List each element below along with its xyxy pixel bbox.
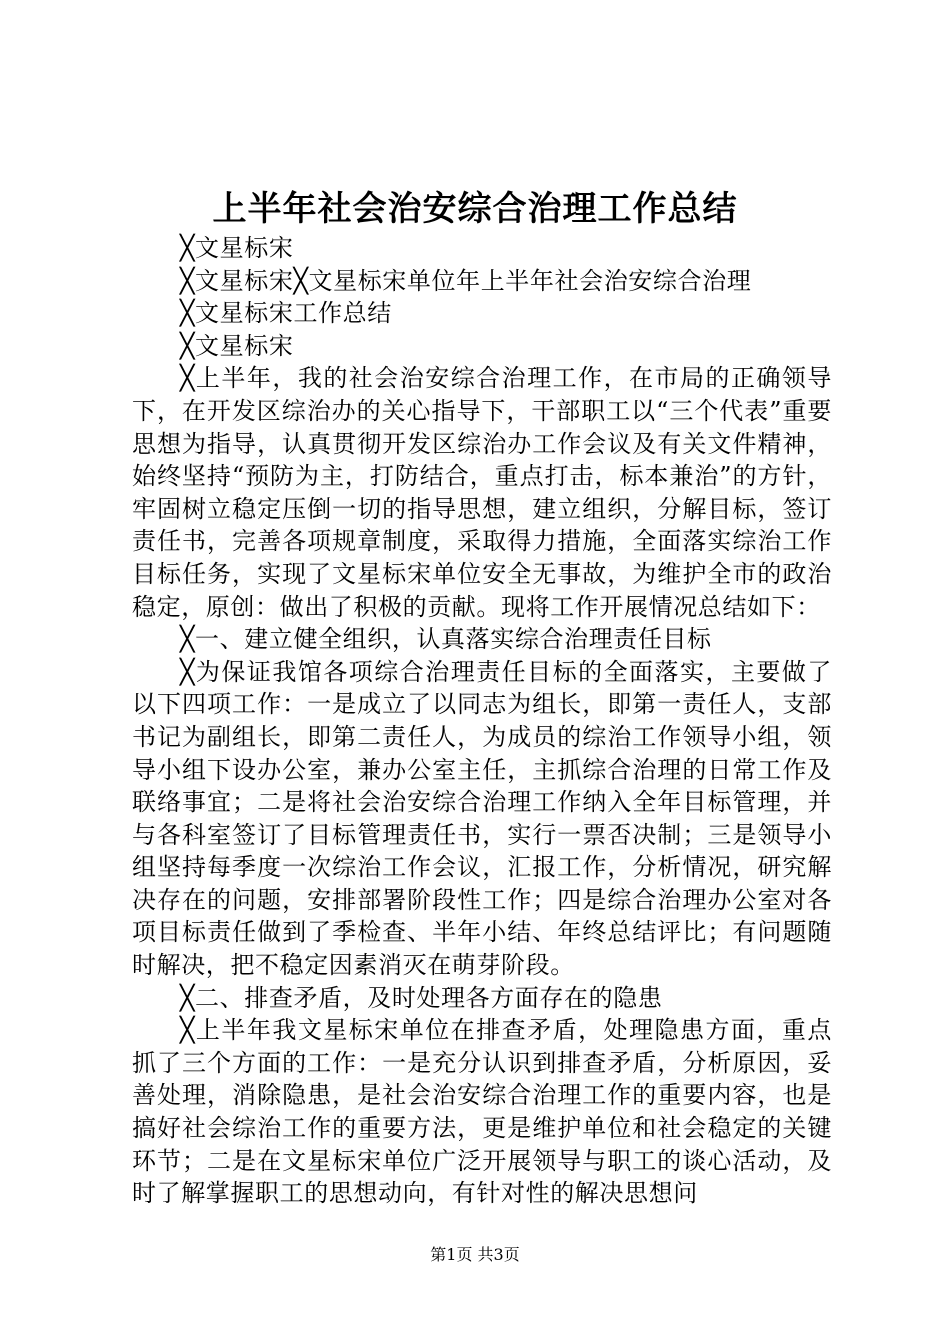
body-paragraph: ╳文星标宋 <box>180 331 294 360</box>
body-paragraph: ╳文星标宋╳文星标宋单位年上半年社会治安综合治理 <box>180 266 752 295</box>
document-title: 上半年社会治安综合治理工作总结 <box>212 189 738 229</box>
body-paragraph: ╳为保证我馆各项综合治理责任目标的全面落实，主要做了以下四项工作：一是成立了以同志为组长，即第一责任人，支部书记为副组长，即第二责任人，为成员的综治工作领导小组，领导小组下设办公室，兼办公室主任，主抓综合治理的日常工作及联络事宜；二是将社会治安综合治理工作纳入全年目标管理，并与各科室签订了目标管理责任书，实行一票否决制；三是领导小组坚持每季度一次综治工作会议，汇报工作，分析情况，研究解决存在的问题，安排部署阶段性工作；四是综合治理办公室对各项目标责任做到了季检查、半年小结、年终总结评比；有问题随时解决，把不稳定因素消灭在萌芽阶段。 <box>132 657 832 980</box>
section-heading: ╳二、排查矛盾，及时处理各方面存在的隐患 <box>180 983 663 1012</box>
section-heading: ╳一、建立健全组织，认真落实综合治理责任目标 <box>180 625 712 654</box>
body-paragraph: ╳上半年，我的社会治安综合治理工作，在市局的正确领导下，在开发区综治办的关心指导下，干部职工以“三个代表”重要思想为指导，认真贯彻开发区综治办工作会议及有关文件精神，始终坚持“预防为主，打防结合，重点打击，标本兼治”的方针，牢固树立稳定压倒一切的指导思想，建立组织，分解目标，签订责任书，完善各项规章制度，采取得力措施，全面落实综治工作目标任务，实现了文星标宋单位安全无事故，为维护全市的政治稳定，原创：做出了积极的贡献。现将工作开展情况总结如下： <box>132 364 832 621</box>
body-paragraph: ╳上半年我文星标宋单位在排查矛盾，处理隐患方面，重点抓了三个方面的工作：一是充分认识到排查矛盾，分析原因，妥善处理，消除隐患，是社会治安综合治理工作的重要内容，也是搞好社会综治工作的重要方法，更是维护单位和社会稳定的关键环节；二是在文星标宋单位广泛开展领导与职工的谈心活动，及时了解掌握职工的思想动向，有针对性的解决思想问 <box>132 1016 832 1208</box>
page-footer: 第1页 共3页 <box>430 1245 520 1264</box>
document-body <box>132 232 832 1210</box>
body-paragraph: ╳文星标宋 <box>180 234 294 262</box>
body-paragraph: ╳文星标宋工作总结 <box>180 299 392 328</box>
